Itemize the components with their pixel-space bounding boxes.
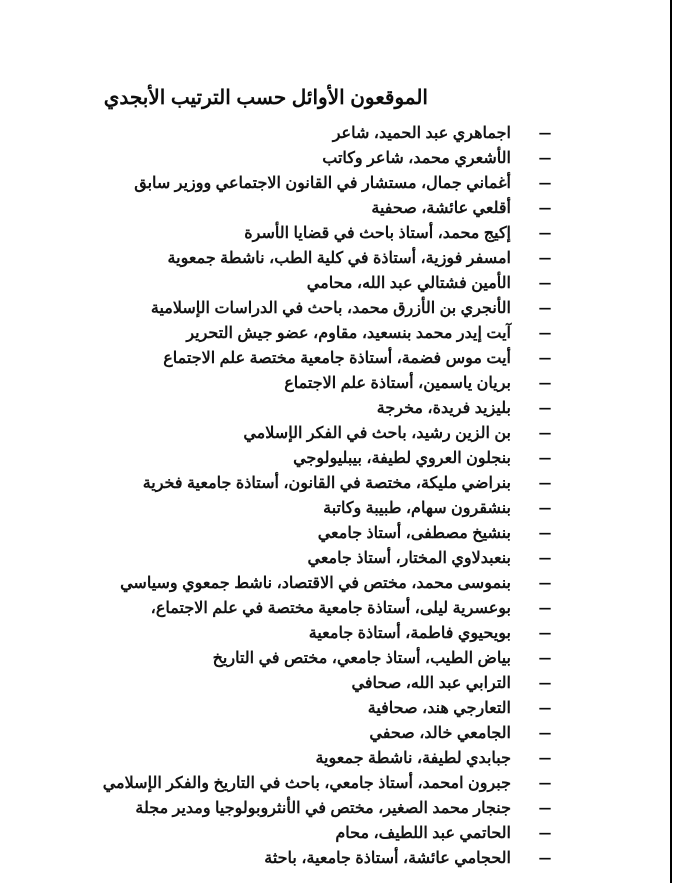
signatories-list bbox=[103, 120, 552, 870]
dash-bullet-icon: – bbox=[538, 122, 552, 142]
signatory-text: بريان ياسمين، أستاذة علم الاجتماع bbox=[284, 374, 511, 392]
dash-bullet-icon: – bbox=[538, 722, 552, 742]
dash-bullet-icon: – bbox=[538, 822, 552, 842]
list-item bbox=[103, 820, 552, 845]
signatory-text: الترابي عبد الله، صحافي bbox=[351, 674, 511, 692]
list-item bbox=[103, 170, 552, 195]
signatory-text: جبرون امحمد، أستاذ جامعي، باحث في التاريخ والفكر الإسلامي bbox=[102, 774, 511, 792]
signatory-text: بنعبدلاوي المختار، أستاذ جامعي bbox=[307, 549, 511, 567]
list-item bbox=[103, 595, 552, 620]
signatory-text: أقلعي عائشة، صحفية bbox=[371, 199, 511, 217]
signatory-text: الأشعري محمد، شاعر وكاتب bbox=[322, 149, 511, 167]
list-item bbox=[103, 320, 552, 345]
signatory-text: جبابدي لطيفة، ناشطة جمعوية bbox=[315, 749, 511, 767]
dash-bullet-icon: – bbox=[538, 272, 552, 292]
signatory-text: بياض الطيب، أستاذ جامعي، مختص في التاريخ bbox=[212, 649, 511, 667]
signatory-text: بويحيوي فاطمة، أستاذة جامعية bbox=[308, 624, 511, 642]
dash-bullet-icon: – bbox=[538, 147, 552, 167]
dash-bullet-icon: – bbox=[538, 547, 552, 567]
list-item bbox=[103, 245, 552, 270]
list-item bbox=[103, 720, 552, 745]
list-item bbox=[103, 420, 552, 445]
signatory-text: امسفر فوزية، أستاذة في كلية الطب، ناشطة جمعوية bbox=[167, 249, 511, 267]
dash-bullet-icon: – bbox=[538, 747, 552, 767]
list-item bbox=[103, 220, 552, 245]
signatory-text: بليزيد فريدة، مخرجة bbox=[376, 399, 511, 417]
dash-bullet-icon: – bbox=[538, 472, 552, 492]
page-title: الموقعون الأوائل حسب الترتيب الأبجدي bbox=[103, 87, 428, 110]
list-item bbox=[103, 845, 552, 870]
list-item bbox=[103, 645, 552, 670]
signatory-text: التعارجي هند، صحافية bbox=[367, 699, 511, 717]
list-item bbox=[103, 345, 552, 370]
scan-edge-line bbox=[670, 0, 672, 883]
list-item bbox=[103, 770, 552, 795]
list-item bbox=[103, 470, 552, 495]
dash-bullet-icon: – bbox=[538, 397, 552, 417]
signatory-text: أغماني جمال، مستشار في القانون الاجتماعي ووزير سابق bbox=[134, 174, 511, 192]
signatory-text: الأنجري بن الأزرق محمد، باحث في الدراسات الإسلامية bbox=[150, 299, 511, 317]
list-item bbox=[103, 695, 552, 720]
list-item bbox=[103, 195, 552, 220]
dash-bullet-icon: – bbox=[538, 497, 552, 517]
dash-bullet-icon: – bbox=[538, 247, 552, 267]
signatory-text: جنجار محمد الصغير، مختص في الأنثروبولوجيا ومدير مجلة bbox=[135, 799, 511, 817]
signatory-text: أيت موس فضمة، أستاذة جامعية مختصة علم الاجتماع bbox=[163, 349, 511, 367]
signatory-text: بنموسى محمد، مختص في الاقتصاد، ناشط جمعوي وسياسي bbox=[120, 574, 511, 592]
list-item bbox=[103, 270, 552, 295]
list-item bbox=[103, 545, 552, 570]
list-item bbox=[103, 145, 552, 170]
signatory-text: بنشيخ مصطفى، أستاذ جامعي bbox=[317, 524, 511, 542]
signatory-text: آيت إيدر محمد بنسعيد، مقاوم، عضو جيش التحرير bbox=[186, 324, 511, 342]
signatory-text: بوعسرية ليلى، أستاذة جامعية مختصة في علم الاجتماع، bbox=[150, 599, 511, 617]
dash-bullet-icon: – bbox=[538, 172, 552, 192]
signatory-text: بنراضي مليكة، مختصة في القانون، أستاذة جامعية فخرية bbox=[142, 474, 511, 492]
dash-bullet-icon: – bbox=[538, 322, 552, 342]
list-item bbox=[103, 670, 552, 695]
dash-bullet-icon: – bbox=[538, 697, 552, 717]
dash-bullet-icon: – bbox=[538, 297, 552, 317]
dash-bullet-icon: – bbox=[538, 622, 552, 642]
signatory-text: إكيج محمد، أستاذ باحث في قضايا الأسرة bbox=[244, 224, 511, 242]
dash-bullet-icon: – bbox=[538, 522, 552, 542]
dash-bullet-icon: – bbox=[538, 372, 552, 392]
dash-bullet-icon: – bbox=[538, 422, 552, 442]
list-item bbox=[103, 395, 552, 420]
signatory-text: الحجامي عائشة، أستاذة جامعية، باحثة bbox=[264, 849, 511, 867]
list-item bbox=[103, 745, 552, 770]
dash-bullet-icon: – bbox=[538, 647, 552, 667]
dash-bullet-icon: – bbox=[538, 447, 552, 467]
signatory-text: الأمين فشتالي عبد الله، محامي bbox=[306, 274, 511, 292]
dash-bullet-icon: – bbox=[538, 597, 552, 617]
list-item bbox=[103, 120, 552, 145]
list-item bbox=[103, 495, 552, 520]
signatory-text: بن الزين رشيد، باحث في الفكر الإسلامي bbox=[243, 424, 511, 442]
list-item bbox=[103, 570, 552, 595]
signatory-text: اجماهري عبد الحميد، شاعر bbox=[332, 124, 511, 142]
list-item bbox=[103, 370, 552, 395]
dash-bullet-icon: – bbox=[538, 772, 552, 792]
signatory-text: الحاتمي عبد اللطيف، محام bbox=[335, 824, 511, 842]
dash-bullet-icon: – bbox=[538, 672, 552, 692]
signatory-text: الجامعي خالد، صحفي bbox=[369, 724, 511, 742]
list-item bbox=[103, 520, 552, 545]
dash-bullet-icon: – bbox=[538, 347, 552, 367]
dash-bullet-icon: – bbox=[538, 797, 552, 817]
list-item bbox=[103, 620, 552, 645]
list-item bbox=[103, 295, 552, 320]
list-item bbox=[103, 795, 552, 820]
dash-bullet-icon: – bbox=[538, 572, 552, 592]
dash-bullet-icon: – bbox=[538, 197, 552, 217]
dash-bullet-icon: – bbox=[538, 222, 552, 242]
signatory-text: بنشقرون سهام، طبيبة وكاتبة bbox=[323, 499, 511, 517]
list-item bbox=[103, 445, 552, 470]
signatory-text: بنجلون العروي لطيفة، بيبليولوجي bbox=[293, 449, 511, 467]
dash-bullet-icon: – bbox=[538, 847, 552, 867]
